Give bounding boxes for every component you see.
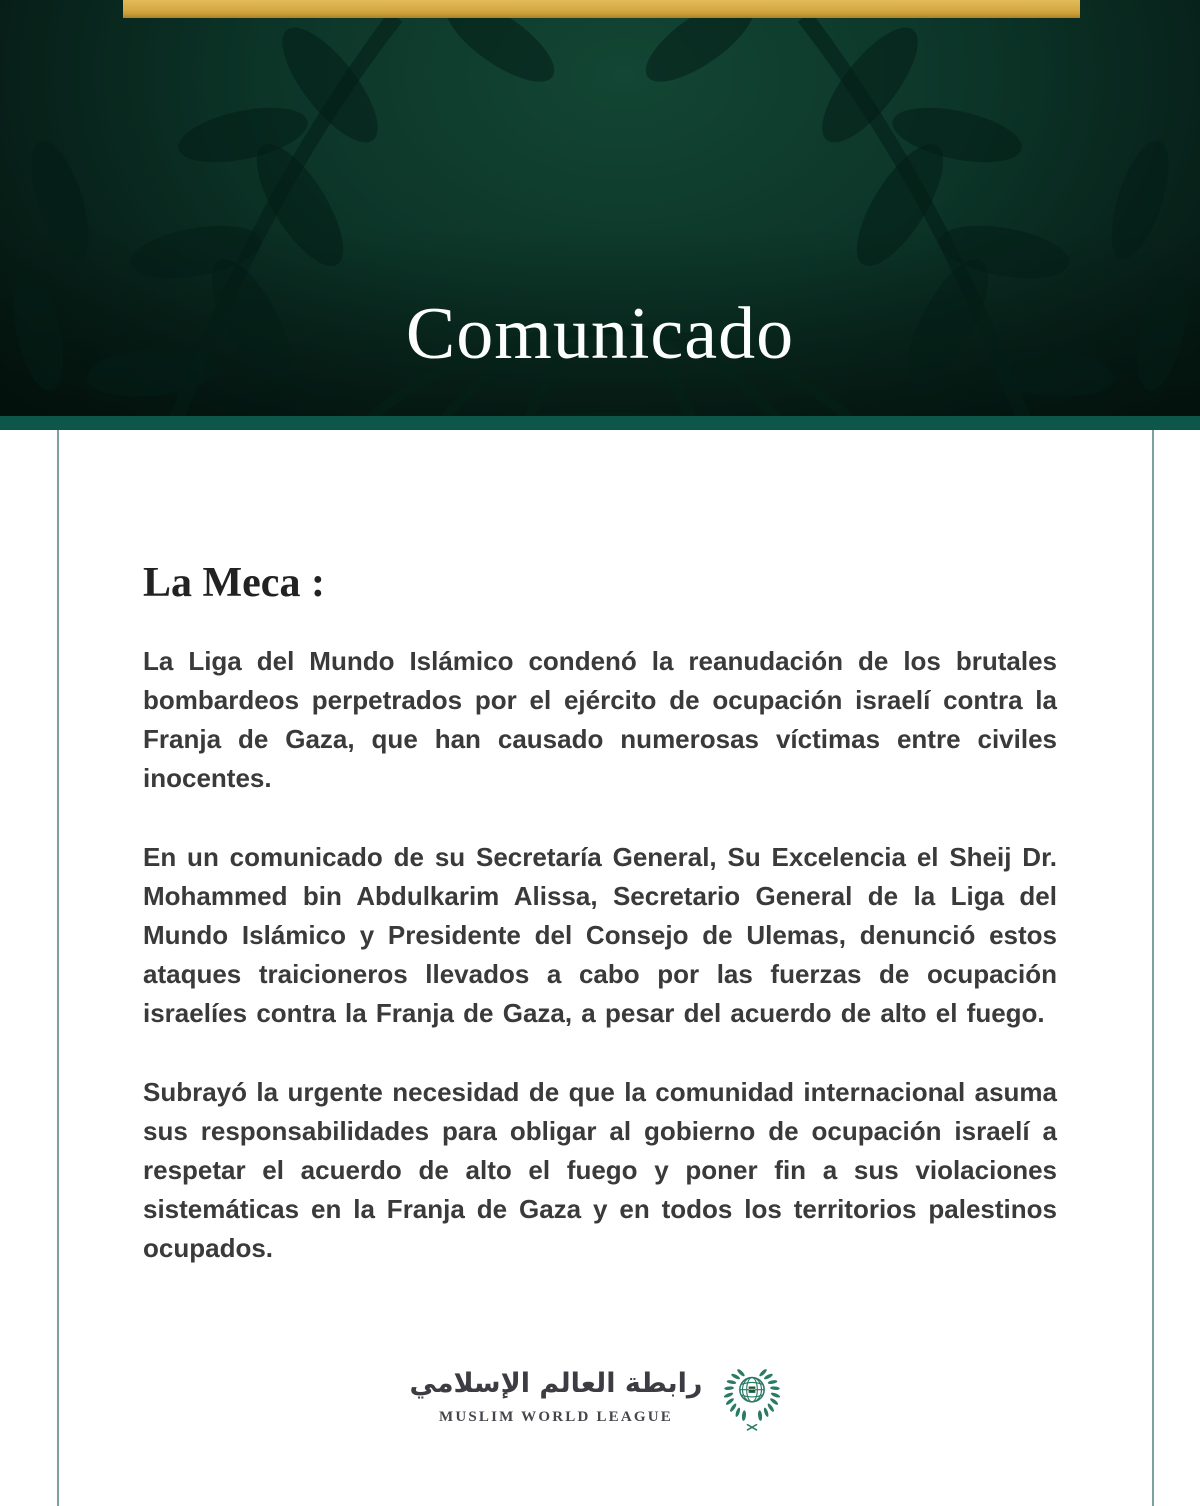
teal-divider-band [0, 416, 1200, 430]
header-banner [0, 0, 1200, 416]
right-margin-line [1152, 430, 1154, 1506]
mwl-logo-text [410, 1364, 703, 1426]
left-margin-line [57, 430, 59, 1506]
paragraph-2: En un comunicado de su Secretaría General, Su Excelencia el Sheij Dr. Mohammed bin Abdulkarim Alissa, Secretario General de la Liga del Mundo Islámico y Presidente del Consejo de Ulemas, denunció estos ataques traicioneros llevados a cabo por las fuerzas de ocupación israelíes contra la Franja de Gaza, a pesar del acuerdo de alto el fuego. [143, 842, 1057, 1029]
paragraph-1: La Liga del Mundo Islámico condenó la reanudación de los brutales bombardeos perpetrados por el ejército de ocupación israelí contra la Franja de Gaza, que han causado numerosas víctimas entre civiles inocentes. [143, 646, 1057, 794]
document-body [0, 430, 1200, 1506]
mwl-latin-name: MUSLIM WORLD LEAGUE [438, 1408, 674, 1425]
gold-accent-bar [123, 0, 1080, 18]
wreath-globe-emblem [714, 1354, 790, 1436]
paragraph-3: Subrayó la urgente necesidad de que la comunidad internacional asuma sus responsabilidades para obligar al gobierno de ocupación israelí a respetar el acuerdo de alto el fuego y poner fin a sus violaciones sistemáticas en la Franja de Gaza y en todos los territorios palestinos ocupados. [143, 1077, 1057, 1264]
mwl-arabic-name: رابطة العالم الإسلامي [409, 1368, 703, 1400]
page-title: Comunicado [405, 293, 795, 375]
mwl-logo [143, 1354, 1057, 1436]
dateline-heading: La Meca : [143, 560, 325, 606]
